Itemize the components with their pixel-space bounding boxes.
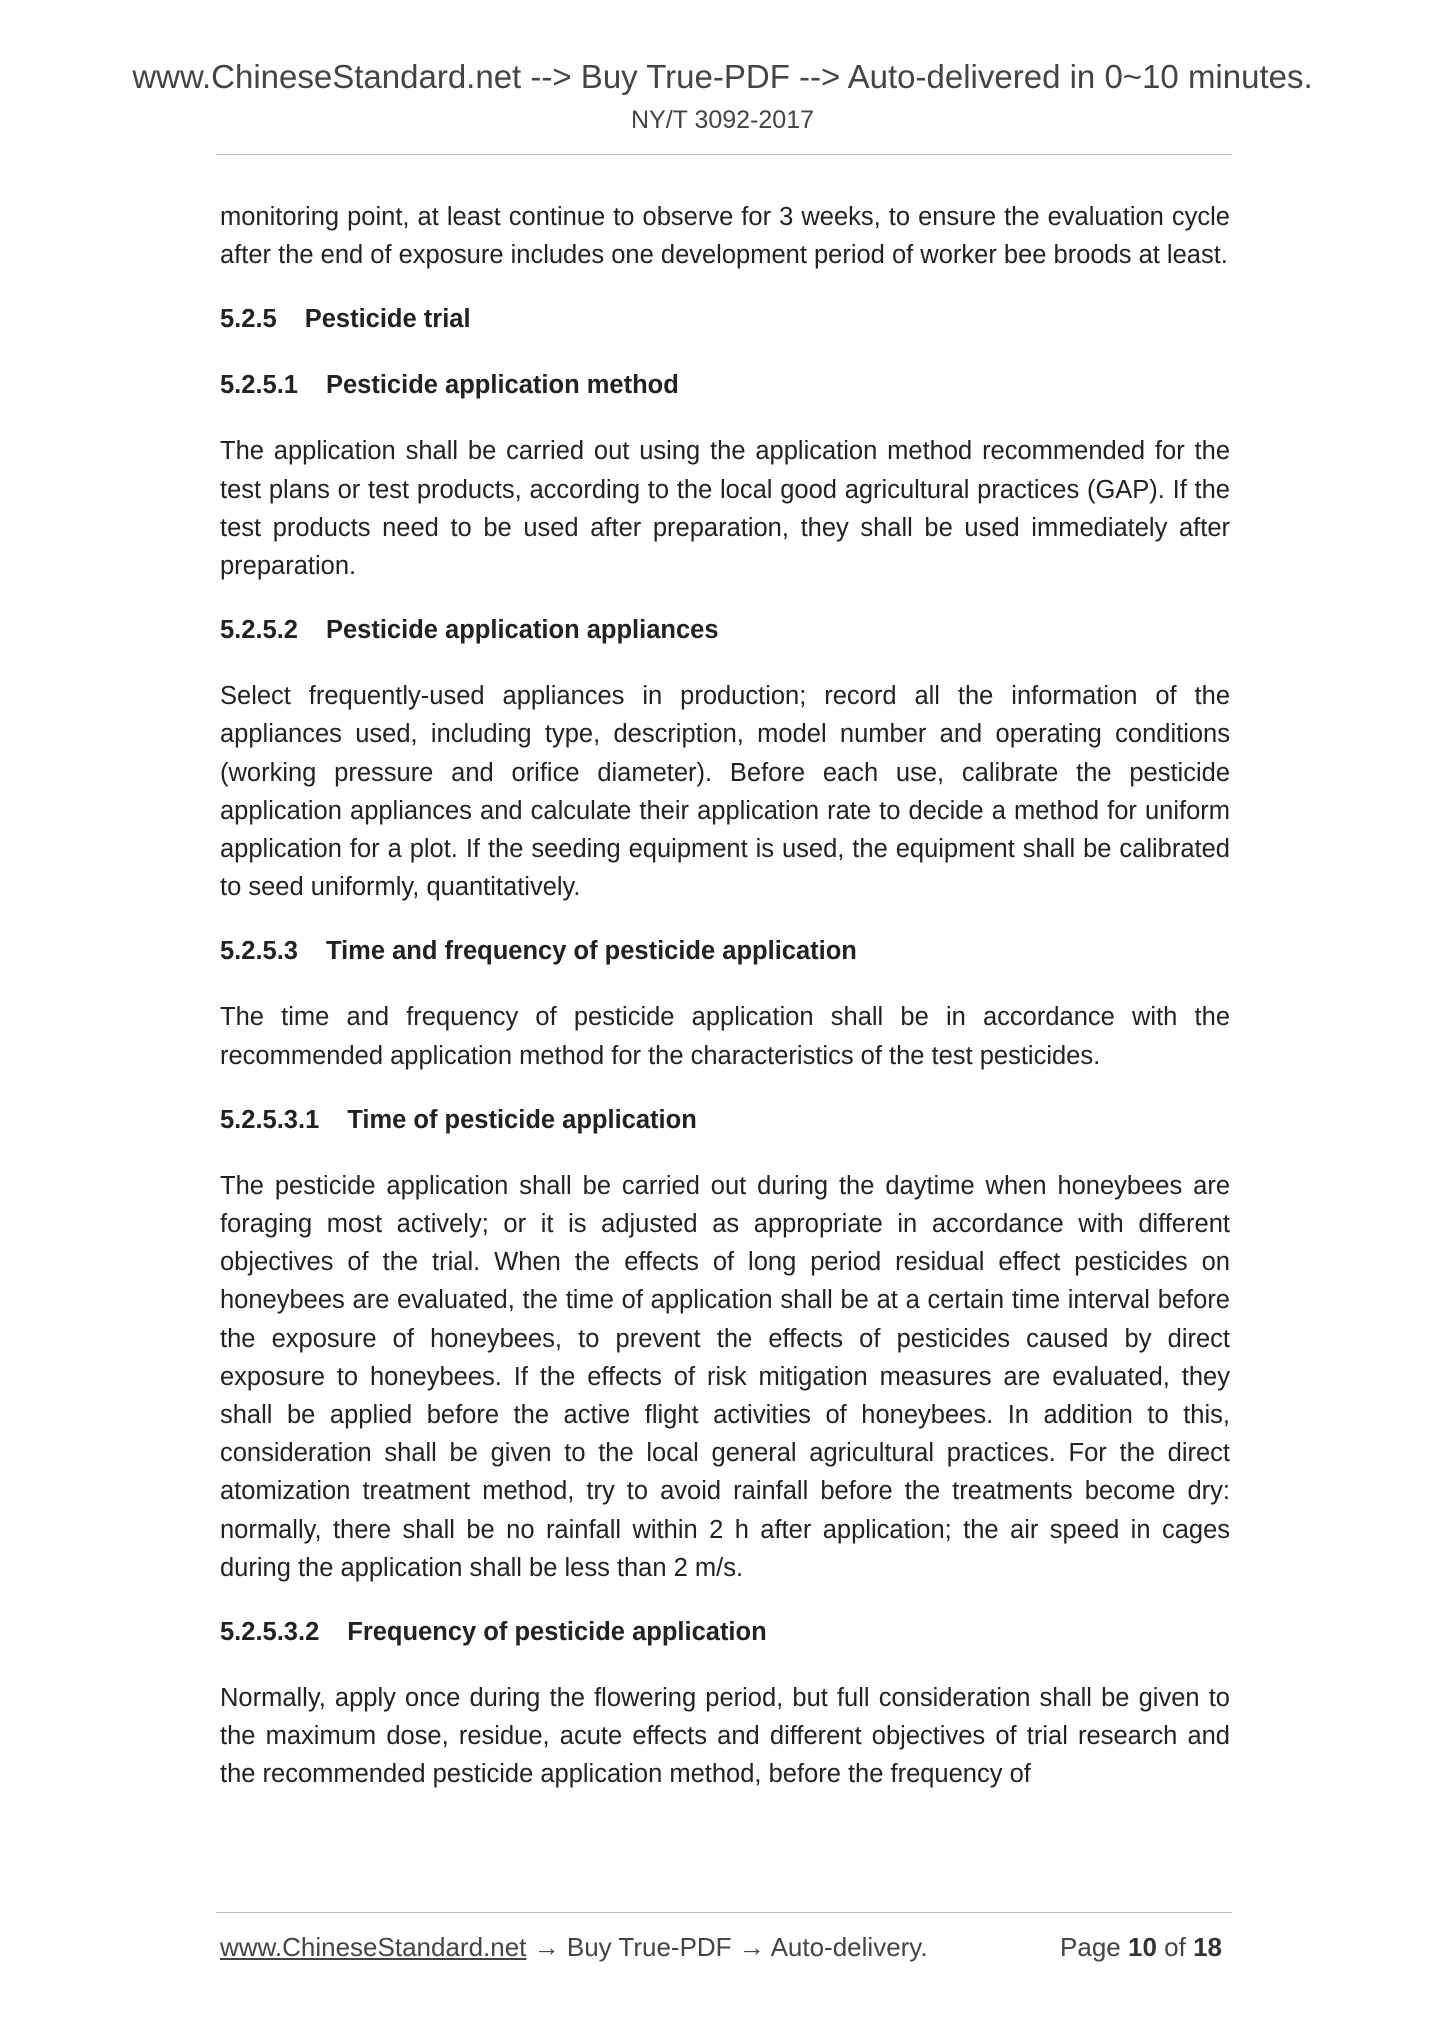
- page-total: 18: [1193, 1932, 1222, 1962]
- section-title: Frequency of pesticide application: [347, 1618, 767, 1647]
- paragraph-5-2-5-3-1: The pesticide application shall be carried out during the daytime when honeybees are foraging most actively; or it is adjusted as appropriate in accordance with different objectives of the trial. When the effects of long period residual effect pesticides on honeybees are evaluated, the time of application shall be at a certain time interval before the exposure of honeybees, to prevent the effects of pesticides caused by direct exposure to honeybees. If the effects of risk mitigation measures are evaluated, they shall be applied before the active flight activities of honeybees. In addition to this, consideration shall be given to the local general agricultural practices. For the direct atomization treatment method, try to avoid rainfall before the treatments become dry: normally, there shall be no rainfall within 2 h after application; the air speed in cages during the application shall be less than 2 m/s.: [220, 1171, 1230, 1582]
- section-title: Time of pesticide application: [347, 1105, 697, 1134]
- page-footer: [220, 1932, 1230, 1963]
- paragraph-5-2-5-3: The time and frequency of pesticide application shall be in accordance with the recommended application method for the characteristics of the test pesticides.: [220, 1003, 1230, 1070]
- paragraph-5-2-5-1: The application shall be carried out using the application method recommended for the test plans or test products, according to the local good agricultural practices (GAP). If the test products need to be used after preparation, they shall be used immediately after preparation.: [220, 437, 1230, 581]
- header-banner: www.ChineseStandard.net --> Buy True-PDF --> Auto-delivered in 0~10 minutes.: [132, 58, 1313, 95]
- paragraph-5-2-5-3-2: Normally, apply once during the flowering period, but full consideration shall be given to the maximum dose, residue, acute effects and different objectives of trial research and the recommended pesticide application method, before the frequency of: [220, 1684, 1230, 1789]
- section-title: Time and frequency of pesticide application: [325, 937, 857, 966]
- footer-divider: [216, 1912, 1232, 1913]
- heading-5-2-5-3: [220, 932, 1230, 970]
- paragraph-intro: monitoring point, at least continue to observe for 3 weeks, to ensure the evaluation cycle after the end of exposure includes one development period of worker bee broods at least.: [220, 203, 1230, 270]
- header-divider: [216, 154, 1232, 155]
- section-title: Pesticide trial: [304, 305, 471, 334]
- footer-text: → Buy True-PDF → Auto-delivery.: [526, 1932, 928, 1962]
- heading-5-2-5-3-1: [220, 1101, 1230, 1139]
- page-number: 10: [1128, 1932, 1157, 1962]
- page-indicator: [1060, 1932, 1222, 1963]
- page-content: [220, 198, 1230, 1820]
- section-number: 5.2.5.2: [220, 616, 298, 645]
- paragraph-5-2-5-2: Select frequently-used appliances in production; record all the information of the appliances used, including type, description, model number and operating conditions (working pressure and orifice diameter). Before each use, calibrate the pesticide application appliances and calculate their application rate to decide a method for uniform application for a plot. If the seeding equipment is used, the equipment shall be calibrated to seed uniformly, quantitatively.: [220, 682, 1230, 902]
- heading-5-2-5: [220, 300, 1230, 338]
- footer-site-link[interactable]: www.ChineseStandard.net: [220, 1932, 527, 1962]
- heading-5-2-5-1: [220, 366, 1230, 404]
- heading-5-2-5-2: [220, 611, 1230, 649]
- section-number: 5.2.5.1: [220, 371, 298, 400]
- standard-number: NY/T 3092-2017: [631, 106, 814, 134]
- page-label: Page: [1060, 1932, 1121, 1962]
- section-number: 5.2.5: [220, 305, 277, 334]
- of-label: of: [1164, 1932, 1186, 1962]
- section-title: Pesticide application method: [325, 371, 679, 400]
- section-title: Pesticide application appliances: [325, 616, 719, 645]
- section-number: 5.2.5.3: [220, 937, 298, 966]
- section-number: 5.2.5.3.2: [220, 1618, 320, 1647]
- heading-5-2-5-3-2: [220, 1613, 1230, 1651]
- section-number: 5.2.5.3.1: [220, 1105, 320, 1134]
